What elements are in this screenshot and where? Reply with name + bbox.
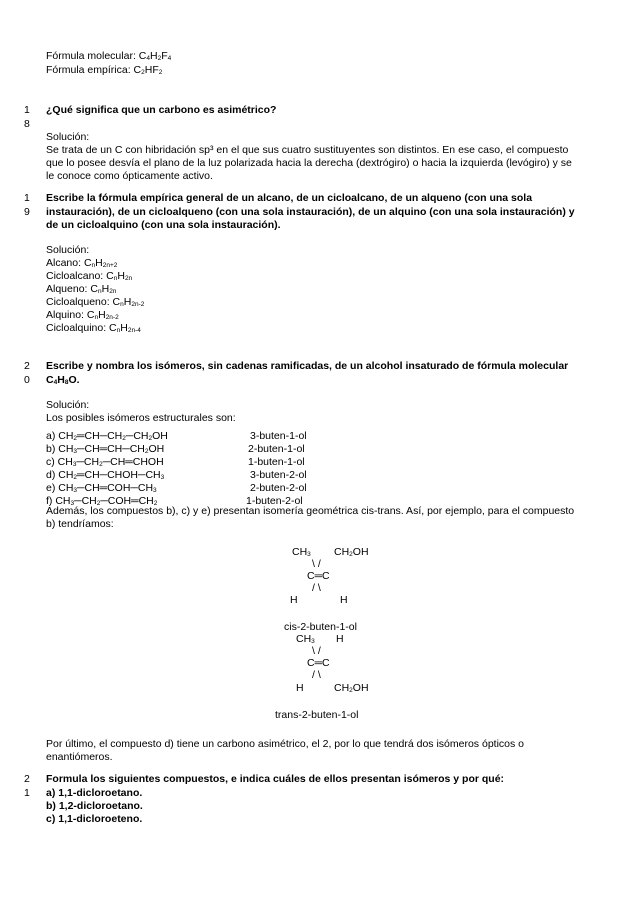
solution-18-line2: que lo posee desvía el plano de la luz polarizada hacia la derecha (dextrógiro) o hacia la izquierda (levógiro) y se — [46, 157, 572, 169]
general-formula-0 — [46, 257, 117, 270]
isomer-name-3: 3-buten-2-ol — [250, 469, 307, 481]
trans-bottom-left: H — [296, 682, 304, 694]
final-note-line1: Por último, el compuesto d) tiene un carbono asimétrico, el 2, por lo que tendrá dos isómeros ópticos o — [46, 738, 525, 750]
solution-label-20: Solución: — [46, 399, 90, 411]
isomer-formula-1: b) $CH_3─CH═CH─CH_2OH$ — [46, 443, 165, 455]
general-formula-label: Alquino: — [46, 309, 87, 321]
question-19-line2: instauración), de un cicloalqueno (con una sola instauración), de un alquino (con una sola instauración) y — [46, 206, 575, 218]
general-formula-label: Cicloalqueno: — [46, 296, 113, 308]
isomer-name-4: 2-buten-2-ol — [250, 482, 307, 494]
solution-label-19: Solución: — [46, 244, 90, 256]
trans-top-left: $CH_3$ — [296, 633, 315, 645]
general-formula-value: $C_nH_{2n-2}$ — [112, 296, 145, 308]
general-formula-label: Cicloalcano: — [46, 270, 107, 282]
general-formula-label: Cicloalquino: — [46, 322, 110, 334]
geometric-note-line2: b) tendríamos: — [46, 518, 114, 530]
cis-name: cis-2-buten-1-ol — [284, 621, 357, 633]
isomers-intro: Los posibles isómeros estructurales son: — [46, 412, 236, 424]
trans-bond-bottom: / \ — [312, 669, 321, 681]
cis-bond-bottom: / \ — [312, 582, 321, 594]
general-formula-value: $C_nH_{2n+2}$ — [83, 257, 118, 269]
q21-item-2: c) 1,1-dicloroeteno. — [46, 813, 143, 825]
trans-center: C═C — [307, 657, 330, 669]
molecular-formula: $C_4H_2F_4$ — [138, 50, 172, 62]
general-formula-value: $C_nH_{2n-2}$ — [86, 309, 119, 321]
trans-bond-top: \ / — [312, 645, 321, 657]
general-formula-5 — [46, 322, 141, 335]
trans-bottom-right: $CH_2OH$ — [334, 682, 369, 694]
molecular-formula-line — [46, 50, 171, 63]
general-formula-2 — [46, 283, 116, 296]
trans-name: trans-2-buten-1-ol — [275, 709, 359, 721]
cis-center: C═C — [307, 570, 330, 582]
solution-18-line3: le conoce como ópticamente activo. — [46, 170, 213, 182]
q21-item-0: a) 1,1-dicloroetano. — [46, 787, 143, 799]
question-20-line1: Escribe y nombra los isómeros, sin cadenas ramificadas, de un alcohol insaturado de fórmula molecular — [46, 360, 569, 372]
question-number-18b: 8 — [24, 118, 30, 130]
geometric-note-line1: Además, los compuestos b), c) y e) presentan isomería geométrica cis-trans. Así, por ejemplo, para el compuesto — [46, 505, 575, 517]
question-19-line3: de un cicloalquino (con una sola instauración). — [46, 219, 281, 231]
question-20-line2: $C_4H_8O$. — [46, 374, 80, 386]
question-number-21b: 1 — [24, 787, 30, 799]
question-number-20b: 0 — [24, 374, 30, 386]
question-number-21a: 2 — [24, 773, 30, 785]
general-formula-value: $C_nH_{2n-4}$ — [109, 322, 141, 334]
general-formula-4 — [46, 309, 119, 322]
q21-item-1: b) 1,2-dicloroetano. — [46, 800, 143, 812]
isomer-formula-0: a) $CH_2═CH─CH_2─CH_2OH$ — [46, 430, 168, 442]
cis-top-left: $CH_3$ — [292, 546, 311, 558]
general-formula-value: $C_nH_{2n}$ — [106, 270, 133, 282]
isomer-formula-3: d) $CH_2═CH─CHOH─CH_3$ — [46, 469, 165, 481]
general-formula-label: Alqueno: — [46, 283, 91, 295]
molecular-label: Fórmula molecular: — [46, 50, 139, 62]
cis-bottom-left: H — [290, 594, 298, 606]
isomer-name-0: 3-buten-1-ol — [250, 430, 307, 442]
general-formula-label: Alcano: — [46, 257, 84, 269]
question-19-line1: Escribe la fórmula empírica general de un alcano, de un cicloalcano, de un alqueno (con una sola — [46, 192, 533, 204]
cis-top-right: $CH_2OH$ — [334, 546, 369, 558]
trans-top-right: H — [336, 633, 344, 645]
isomer-name-5: 1-buten-2-ol — [246, 495, 303, 507]
isomer-name-2: 1-buten-1-ol — [248, 456, 305, 468]
final-note-line2: enantiómeros. — [46, 751, 113, 763]
question-number-19a: 1 — [24, 192, 30, 204]
isomer-formula-5: f) $CH_3─CH_2─COH═CH_2$ — [46, 495, 158, 507]
empirical-formula-line — [46, 64, 162, 77]
question-18: ¿Qué significa que un carbono es asimétrico? — [46, 104, 277, 116]
empirical-label: Fórmula empírica: — [46, 64, 134, 76]
empirical-formula: $C_2HF_2$ — [133, 64, 163, 76]
solution-label-18: Solución: — [46, 131, 90, 143]
general-formula-value: $C_nH_{2n}$ — [90, 283, 117, 295]
isomer-formula-4: e) $CH_3─CH═COH─CH_3$ — [46, 482, 157, 494]
isomer-formula-2: c) $CH_3─CH_2─CH═CHOH$ — [46, 456, 164, 468]
question-21: Formula los siguientes compuestos, e indica cuáles de ellos presentan isómeros y por qué: — [46, 773, 505, 785]
question-number-18a: 1 — [24, 104, 30, 116]
general-formula-3 — [46, 296, 144, 309]
question-number-20a: 2 — [24, 360, 30, 372]
isomer-name-1: 2-buten-1-ol — [248, 443, 305, 455]
solution-18-line1: Se trata de un C con hibridación sp³ en el que sus cuatro sustituyentes son distintos. En ese caso, el compuesto — [46, 144, 569, 156]
cis-bond-top: \ / — [312, 558, 321, 570]
cis-bottom-right: H — [340, 594, 348, 606]
question-number-19b: 9 — [24, 206, 30, 218]
general-formula-1 — [46, 270, 132, 283]
